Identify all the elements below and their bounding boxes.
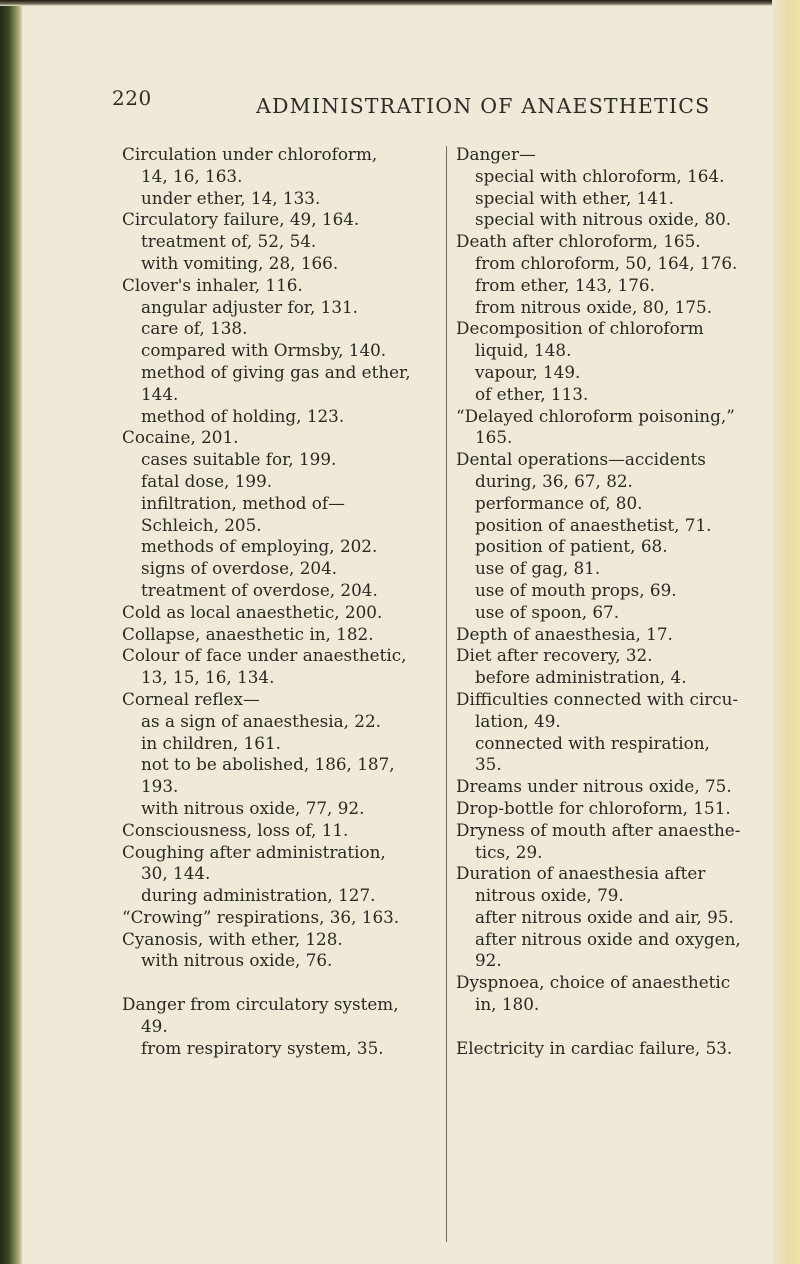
index-subentry [122, 340, 440, 362]
index-entry [122, 602, 440, 624]
index-entry [456, 776, 772, 798]
index-line: Cyanosis, with ether, 128. [122, 928, 343, 949]
index-line: from chloroform, 50, 164, 176. [475, 252, 738, 273]
index-entry [122, 209, 440, 231]
index-line: with nitrous oxide, 76. [141, 950, 333, 971]
running-head: ADMINISTRATION OF ANAESTHETICS [256, 94, 711, 118]
index-line: infiltration, method of— [141, 492, 345, 513]
index-line: Cocaine, 201. [122, 427, 239, 448]
index-subentry [122, 471, 440, 493]
index-entry [456, 449, 772, 493]
index-line: Dental operations—accidents [456, 449, 706, 470]
index-line: from nitrous oxide, 80, 175. [475, 296, 713, 317]
index-entry [456, 1038, 772, 1060]
index-subentry [122, 536, 440, 558]
index-line: lation, 49. [475, 710, 561, 731]
index-column-right [456, 144, 772, 1060]
index-line: method of holding, 123. [141, 405, 345, 426]
index-line: method of giving gas and ether, [141, 361, 411, 382]
index-subentry [122, 362, 440, 406]
page-right-edge [772, 0, 800, 1264]
index-line: “Delayed chloroform poisoning,” [456, 405, 735, 426]
index-subentry [456, 362, 772, 384]
index-line: Dryness of mouth after anaesthe- [456, 819, 741, 840]
index-subentry [122, 885, 440, 907]
index-line: Death after chloroform, 165. [456, 231, 701, 252]
index-line: 165. [475, 427, 513, 448]
index-line: Diet after recovery, 32. [456, 645, 653, 666]
index-line: in, 180. [475, 994, 540, 1015]
index-entry [456, 820, 772, 864]
index-line: use of gag, 81. [475, 558, 601, 579]
index-entry [456, 689, 772, 733]
index-line: cases suitable for, 199. [141, 449, 337, 470]
index-line: after nitrous oxide and oxygen, [475, 928, 741, 949]
index-entry [122, 689, 440, 711]
index-line: under ether, 14, 133. [141, 187, 321, 208]
index-subentry [122, 1038, 440, 1060]
index-line: 193. [141, 776, 179, 797]
page-number: 220 [112, 86, 152, 110]
index-subentry [456, 602, 772, 624]
index-line: methods of employing, 202. [141, 536, 378, 557]
index-subentry [122, 231, 440, 253]
index-subentry [122, 754, 440, 798]
index-entry [456, 231, 772, 253]
index-line: Clover's inhaler, 116. [122, 274, 303, 295]
index-line: tics, 29. [475, 841, 543, 862]
index-line: 35. [475, 754, 502, 775]
index-line: use of mouth props, 69. [475, 579, 677, 600]
index-entry [122, 427, 440, 449]
index-subentry [122, 318, 440, 340]
index-subentry [456, 558, 772, 580]
index-entry [122, 929, 440, 951]
index-entry [456, 624, 772, 646]
index-line: Decomposition of chloroform [456, 318, 704, 339]
index-line: position of patient, 68. [475, 536, 668, 557]
index-subentry [122, 733, 440, 755]
index-line: of ether, 113. [475, 383, 589, 404]
index-subentry [122, 798, 440, 820]
index-line: from ether, 143, 176. [475, 274, 655, 295]
index-line: Danger— [456, 144, 536, 164]
index-line: position of anaesthetist, 71. [475, 514, 712, 535]
index-line: Collapse, anaesthetic in, 182. [122, 623, 374, 644]
index-line: during administration, 127. [141, 885, 376, 906]
index-entry [456, 406, 772, 450]
index-subentry [122, 493, 440, 537]
index-line: use of spoon, 67. [475, 601, 620, 622]
index-subentry [456, 515, 772, 537]
index-subentry [122, 406, 440, 428]
index-line: liquid, 148. [475, 340, 572, 361]
index-line: special with nitrous oxide, 80. [475, 209, 732, 230]
index-line: 144. [141, 383, 179, 404]
index-subentry [456, 733, 772, 777]
index-subentry [456, 275, 772, 297]
index-line: in children, 161. [141, 732, 281, 753]
index-subentry [456, 580, 772, 602]
index-subentry [456, 188, 772, 210]
index-entry [122, 842, 440, 886]
index-line: 14, 16, 163. [141, 165, 243, 186]
index-entry [122, 820, 440, 842]
index-entry [122, 907, 440, 929]
index-line: from respiratory system, 35. [141, 1037, 384, 1058]
index-subentry [122, 558, 440, 580]
index-subentry [456, 297, 772, 319]
index-line: signs of overdose, 204. [141, 558, 338, 579]
index-line: “Crowing” respirations, 36, 163. [122, 906, 400, 927]
index-line: connected with respiration, [475, 732, 710, 753]
index-line: Dyspnoea, choice of anaesthetic [456, 972, 731, 993]
index-line: with vomiting, 28, 166. [141, 252, 339, 273]
index-line: performance of, 80. [475, 492, 643, 513]
index-entry [122, 624, 440, 646]
index-line: Electricity in cardiac failure, 53. [456, 1037, 733, 1058]
index-subentry [456, 667, 772, 689]
index-entry [122, 144, 440, 188]
index-line: Colour of face under anaesthetic, [122, 645, 407, 666]
index-subentry [122, 711, 440, 733]
column-divider [446, 146, 447, 1242]
index-subentry [122, 188, 440, 210]
index-subentry [122, 580, 440, 602]
index-line: before administration, 4. [475, 667, 687, 688]
index-line: 13, 15, 16, 134. [141, 667, 275, 688]
index-subentry [456, 166, 772, 188]
index-entry [456, 863, 772, 907]
index-line: 30, 144. [141, 863, 211, 884]
index-line: as a sign of anaesthesia, 22. [141, 710, 381, 731]
index-line: Circulation under chloroform, [122, 144, 378, 164]
index-line: Difficulties connected with circu- [456, 688, 739, 709]
index-entry [456, 318, 772, 362]
index-line: during, 36, 67, 82. [475, 470, 633, 491]
index-entry [456, 972, 772, 1016]
index-subentry [456, 384, 772, 406]
index-line: Duration of anaesthesia after [456, 863, 706, 884]
index-line: fatal dose, 199. [141, 470, 273, 491]
index-line: vapour, 149. [475, 361, 581, 382]
index-subentry [122, 950, 440, 972]
index-line: 92. [475, 950, 502, 971]
index-subentry [122, 449, 440, 471]
index-subentry [456, 493, 772, 515]
index-line: treatment of overdose, 204. [141, 579, 378, 600]
index-subentry [122, 253, 440, 275]
index-column-left [122, 144, 440, 1060]
index-line: Drop-bottle for chloroform, 151. [456, 797, 731, 818]
index-line: Dreams under nitrous oxide, 75. [456, 776, 732, 797]
index-line: not to be abolished, 186, 187, [141, 754, 395, 775]
index-line: Schleich, 205. [141, 514, 262, 535]
index-subentry [456, 209, 772, 231]
index-line: special with ether, 141. [475, 187, 674, 208]
index-line: after nitrous oxide and air, 95. [475, 906, 734, 927]
index-line: compared with Ormsby, 140. [141, 340, 387, 361]
index-line: care of, 138. [141, 318, 248, 339]
index-entry [122, 645, 440, 689]
index-entry [122, 275, 440, 297]
index-entry [456, 798, 772, 820]
index-subentry [456, 536, 772, 558]
index-subentry [456, 253, 772, 275]
index-line: Depth of anaesthesia, 17. [456, 623, 673, 644]
index-subentry [456, 929, 772, 973]
index-line: with nitrous oxide, 77, 92. [141, 797, 365, 818]
index-line: angular adjuster for, 131. [141, 296, 359, 317]
index-line: treatment of, 52, 54. [141, 231, 317, 252]
index-subentry [456, 907, 772, 929]
index-subentry [122, 297, 440, 319]
index-line: Cold as local anaesthetic, 200. [122, 601, 383, 622]
index-line: Circulatory failure, 49, 164. [122, 209, 360, 230]
index-line: 49. [141, 1016, 168, 1037]
index-entry [122, 994, 440, 1038]
index-line: Corneal reflex— [122, 688, 260, 709]
index-line: nitrous oxide, 79. [475, 885, 624, 906]
index-line: Danger from circulatory system, [122, 994, 399, 1015]
index-line: special with chloroform, 164. [475, 165, 725, 186]
index-line: Coughing after administration, [122, 841, 386, 862]
index-entry [456, 144, 772, 166]
book-binding-edge [0, 0, 22, 1264]
index-entry [456, 645, 772, 667]
index-line: Consciousness, loss of, 11. [122, 819, 349, 840]
